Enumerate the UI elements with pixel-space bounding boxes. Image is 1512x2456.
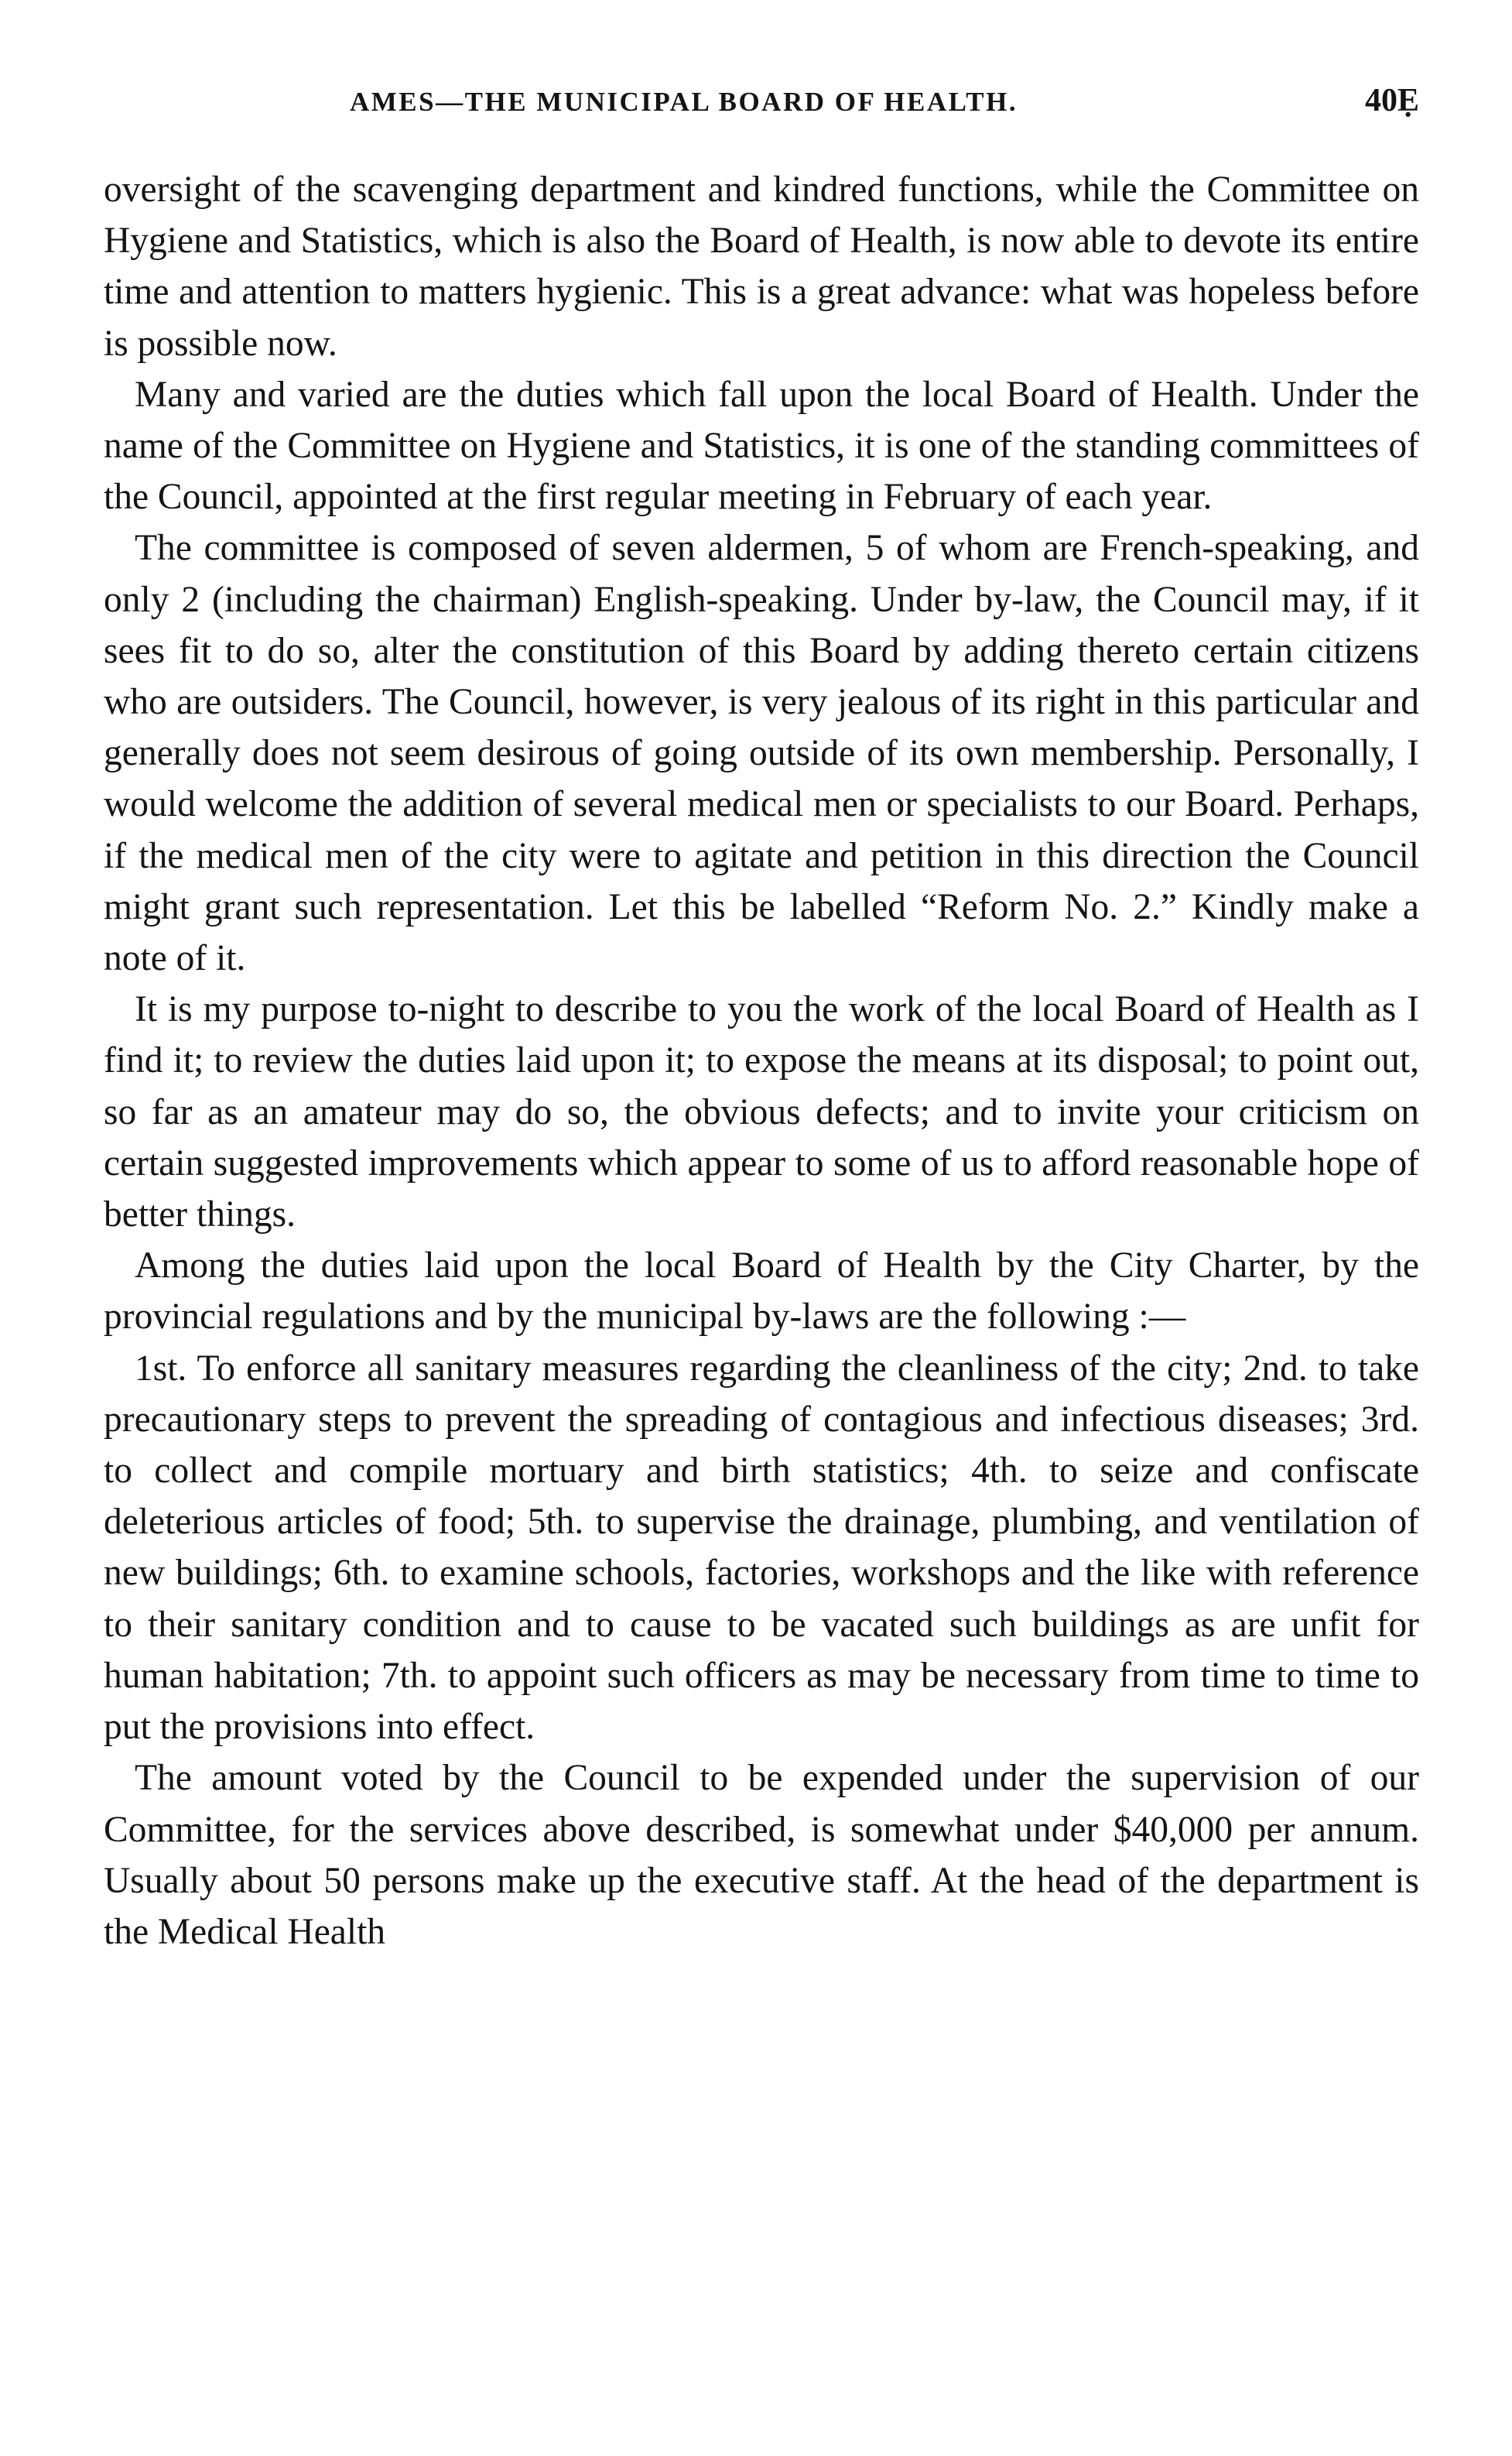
body-text bbox=[104, 164, 1419, 1958]
paragraph-duties-intro: Many and varied are the duties which fall upon the local Board of Health. Under the name of the Committee on Hygiene and Statistics, it is one of the standing committees of the Council, appointed at the first regular meeting in February of each year. bbox=[104, 374, 1419, 518]
running-header bbox=[104, 77, 1419, 132]
paragraph-duties-list: 1st. To enforce all sanitary measures regarding the cleanliness of the city; 2nd. to take precautionary steps to prevent the spreading of contagious and infectious diseases; 3rd. to collect and compile mortuary and birth statistics; 4th. to seize and confiscate deleterious articles of food; 5th. to supervise the drainage, plumbing, and ventilation of new buildings; 6th. to examine schools, factories, workshops and the like with reference to their sanitary condition and to cause to be vacated such buildings as are unfit for human habitation; 7th. to appoint such officers as may be necessary from time to time to put the provisions into effect. bbox=[104, 1348, 1419, 1748]
page bbox=[104, 77, 1419, 1958]
paragraph-budget: The amount voted by the Council to be expended under the supervision of our Committee, for the services above described, is somewhat under $40,000 per annum. Usually about 50 persons make up the executive staff. At the head of the department is the Medical Health bbox=[104, 1758, 1419, 1952]
paragraph-duties-list-intro: Among the duties laid upon the local Board of Health by the City Charter, by the provincial regulations and by the municipal by-laws are the following :— bbox=[104, 1245, 1419, 1338]
paragraph-purpose: It is my purpose to-night to describe to you the work of the local Board of Health as I find it; to review the duties laid upon it; to expose the means at its disposal; to point out, so far as an amateur may do so, the obvious defects; and to invite your criticism on certain suggested improvements which appear to some of us to afford reasonable hope of better things. bbox=[104, 989, 1419, 1235]
paragraph-committee-composition: The committee is composed of seven aldermen, 5 of whom are French-speaking, and only 2 (including the chairman) English-speaking. Under by-law, the Council may, if it sees fit to do so, alter the constitution of this Board by adding thereto certain citizens who are outsiders. The Council, however, is very jealous of its right in this particular and generally does not seem desirous of going outside of its own membership. Personally, I would welcome the addition of several medical men or specialists to our Board. Perhaps, if the medical men of the city were to agitate and petition in this direction the Council might grant such representation. Let this be labelled “Reform No. 2.” Kindly make a note of it. bbox=[104, 528, 1419, 979]
page-number: 40Ẹ bbox=[1364, 83, 1419, 118]
paragraph-continuation: oversight of the scavenging department and kindred functions, while the Committee on Hygiene and Statistics, which is also the Board of Health, is now able to devote its entire time and attention to matters hygienic. This is a great advance: what was hopeless before is possible now. bbox=[104, 170, 1419, 364]
running-title: AMES—THE MUNICIPAL BOARD OF HEALTH. bbox=[350, 87, 1018, 117]
